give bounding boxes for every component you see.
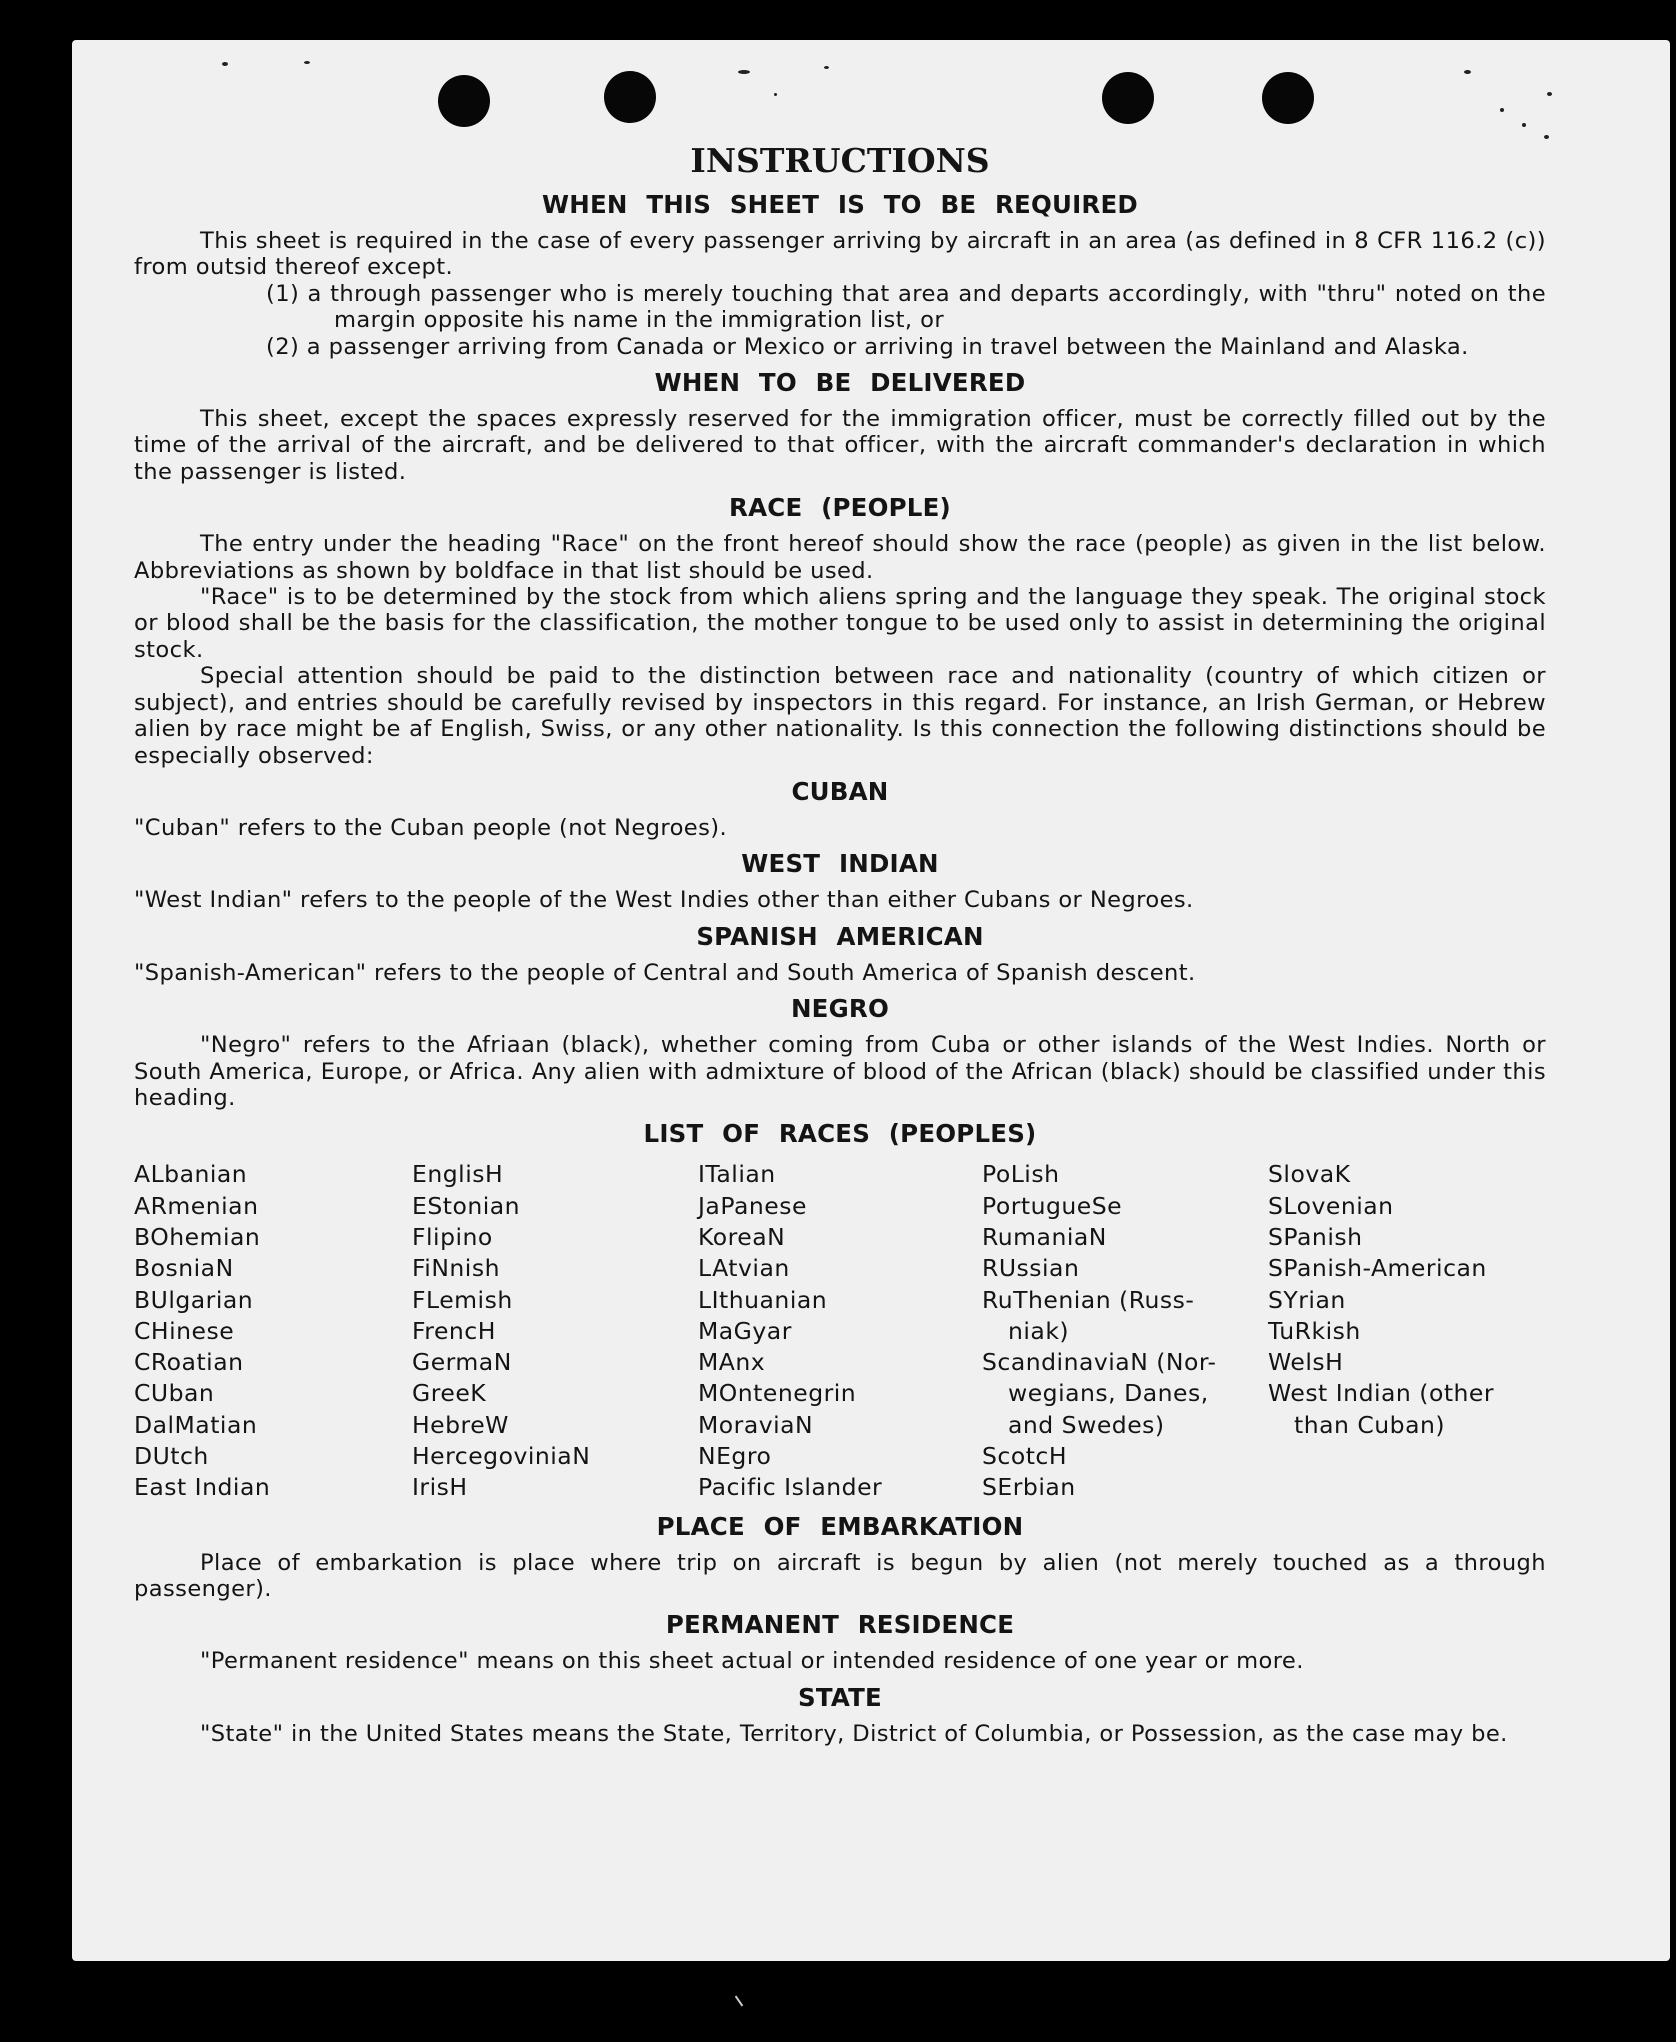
speck: [1500, 108, 1504, 112]
race-item: PoLish: [982, 1160, 1060, 1189]
race-item: NEgro: [698, 1442, 772, 1471]
race-list: [134, 1159, 1546, 1503]
race-item: East Indian: [134, 1473, 271, 1502]
race-item: WelsH: [1268, 1348, 1344, 1377]
race-item: GreeK: [412, 1379, 487, 1408]
speck: [1522, 123, 1526, 127]
speck: [1544, 135, 1549, 139]
heading-embarkation: PLACE OF EMBARKATION: [656, 1511, 1024, 1541]
heading-west-indian: WEST INDIAN: [741, 849, 939, 879]
race-item: BosniaN: [134, 1254, 234, 1283]
cuban-text: "Cuban" refers to the Cuban people (not Negroes).: [134, 814, 728, 841]
race-item: BOhemian: [134, 1222, 261, 1251]
instructions-content: [134, 140, 1546, 1747]
race-item: and Swedes): [1008, 1410, 1165, 1439]
speck: [222, 62, 228, 66]
spanish-american-text: "Spanish-American" refers to the people of Central and South America of Spanish descent.: [134, 959, 1196, 986]
document-page: [72, 40, 1670, 1961]
race-item: LAtvian: [698, 1254, 790, 1283]
race-column-2: [412, 1159, 698, 1503]
state-text: "State" in the United States means the State, Territory, District of Columbia, or Possession, as the case may be.: [200, 1720, 1508, 1747]
when-delivered-text: This sheet, except the spaces expressly reserved for the immigration officer, must be correctly filled out by the time of the arrival of the aircraft, and be delivered to that officer, with the aircraft commander's declaration in which the passenger is listed.: [134, 406, 1546, 485]
heading-race: RACE (PEOPLE): [729, 493, 951, 523]
race-item: RUssian: [982, 1254, 1080, 1283]
embarkation-text: Place of embarkation is place where trip on aircraft is begun by alien (not merely touched as a through passenger).: [134, 1549, 1546, 1603]
race-item: HebreW: [412, 1410, 509, 1439]
race-item: CHinese: [134, 1316, 235, 1345]
race-item: DUtch: [134, 1442, 209, 1471]
speck: [738, 70, 750, 74]
scan-mark: [735, 1996, 744, 2007]
race-item: MaGyar: [698, 1316, 792, 1345]
race-item: LIthuanian: [698, 1285, 828, 1314]
race-column-5: [1268, 1159, 1546, 1503]
west-indian-text: "West Indian" refers to the people of the West Indies other than either Cubans or Negroes.: [134, 887, 1194, 914]
race-item: SLovenian: [1268, 1191, 1394, 1220]
permanent-residence-text: "Permanent residence" means on this sheet actual or intended residence of one year or more.: [200, 1648, 1304, 1675]
race-item: PortugueSe: [982, 1191, 1123, 1220]
race-item: MAnx: [698, 1348, 766, 1377]
race-item: EnglisH: [412, 1160, 504, 1189]
race-item: Pacific Islander: [698, 1473, 883, 1502]
heading-when-delivered: WHEN TO BE DELIVERED: [654, 368, 1026, 398]
race-item: FiNnish: [412, 1254, 500, 1283]
race-item: ITalian: [698, 1160, 776, 1189]
race-item: ScandinaviaN (Nor-: [982, 1348, 1217, 1377]
race-item: DalMatian: [134, 1410, 258, 1439]
page-title: INSTRUCTIONS: [690, 141, 990, 180]
race-column-1: [134, 1159, 412, 1503]
race-item: West Indian (other: [1268, 1379, 1495, 1408]
race-paragraph: The entry under the heading "Race" on the front hereof should show the race (people) as given in the list below. Abbreviations as shown by boldface in that list should be used.: [134, 531, 1546, 584]
race-item: KoreaN: [698, 1222, 786, 1251]
heading-list-of-races: LIST OF RACES (PEOPLES): [643, 1119, 1037, 1149]
race-item: HercegoviniaN: [412, 1442, 591, 1471]
race-item: RumaniaN: [982, 1222, 1107, 1251]
punch-hole-3: [1102, 72, 1154, 124]
race-item: GermaN: [412, 1348, 512, 1377]
race-item: CUban: [134, 1379, 215, 1408]
race-item: wegians, Danes,: [1008, 1379, 1209, 1408]
punch-hole-1: [438, 75, 490, 127]
speck: [824, 66, 829, 69]
race-item: Flipino: [412, 1222, 493, 1251]
race-column-3: [698, 1159, 982, 1503]
race-paragraph: "Race" is to be determined by the stock from which aliens spring and the language they speak. The original stock or blood shall be the basis for the classification, the mother tongue to be used only to assist in determining the original stock.: [134, 584, 1546, 663]
race-item: SlovaK: [1268, 1160, 1351, 1189]
race-item: RuThenian (Russ-: [982, 1285, 1195, 1314]
heading-negro: NEGRO: [790, 994, 890, 1024]
punch-hole-2: [604, 71, 656, 123]
race-column-4: [982, 1159, 1268, 1503]
heading-spanish-american: SPANISH AMERICAN: [696, 921, 984, 951]
race-item: CRoatian: [134, 1348, 244, 1377]
heading-cuban: CUBAN: [791, 776, 889, 806]
race-item: ScotcH: [982, 1442, 1068, 1471]
race-item: than Cuban): [1294, 1410, 1446, 1439]
race-item: ALbanian: [134, 1160, 248, 1189]
race-item: TuRkish: [1268, 1316, 1361, 1345]
speck: [1547, 92, 1552, 96]
exception-item-2: (2) a passenger arriving from Canada or Mexico or arriving in travel between the Mainland and Alaska.: [266, 333, 1469, 360]
when-required-intro: This sheet is required in the case of every passenger arriving by aircraft in an area (as defined in 8 CFR 116.2 (c)) from outsid thereof except.: [134, 228, 1546, 281]
race-item: BUlgarian: [134, 1285, 254, 1314]
heading-state: STATE: [798, 1682, 882, 1712]
negro-text: "Negro" refers to the Afriaan (black), whether coming from Cuba or other islands of the West Indies. North or South America, Europe, or Africa. Any alien with admixture of blood of the African (black) should be classified under this heading.: [134, 1032, 1546, 1111]
race-item: ARmenian: [134, 1191, 259, 1220]
race-item: MoraviaN: [698, 1410, 814, 1439]
punch-hole-4: [1262, 72, 1314, 124]
heading-when-required: WHEN THIS SHEET IS TO BE REQUIRED: [542, 190, 1138, 219]
race-paragraph: Special attention should be paid to the distinction between race and nationality (country of which citizen or subject), and entries should be carefully revised by inspectors in this regard. For instance, an Irish German, or Hebrew alien by race might be af English, Swiss, or any other nationality. Is this connection the following distinctions should be especially observed:: [134, 663, 1546, 769]
race-item: SErbian: [982, 1473, 1076, 1502]
heading-permanent-residence: PERMANENT RESIDENCE: [665, 1610, 1015, 1640]
speck: [1464, 70, 1471, 74]
race-item: FLemish: [412, 1285, 513, 1314]
speck: [304, 61, 310, 64]
race-item: SPanish-American: [1268, 1254, 1487, 1283]
race-item: FrencH: [412, 1316, 496, 1345]
race-item: SYrian: [1268, 1285, 1346, 1314]
speck: [774, 93, 777, 96]
exception-item-1: (1) a through passenger who is merely touching that area and departs accordingly, with "thru" noted on the margin opposite his name in the immigration list, or: [266, 280, 1546, 334]
race-item: EStonian: [412, 1191, 521, 1220]
race-item: MOntenegrin: [698, 1379, 857, 1408]
race-item: IrisH: [412, 1473, 468, 1502]
race-item: niak): [1008, 1316, 1070, 1345]
race-item: SPanish: [1268, 1222, 1363, 1251]
race-item: JaPanese: [698, 1191, 807, 1220]
